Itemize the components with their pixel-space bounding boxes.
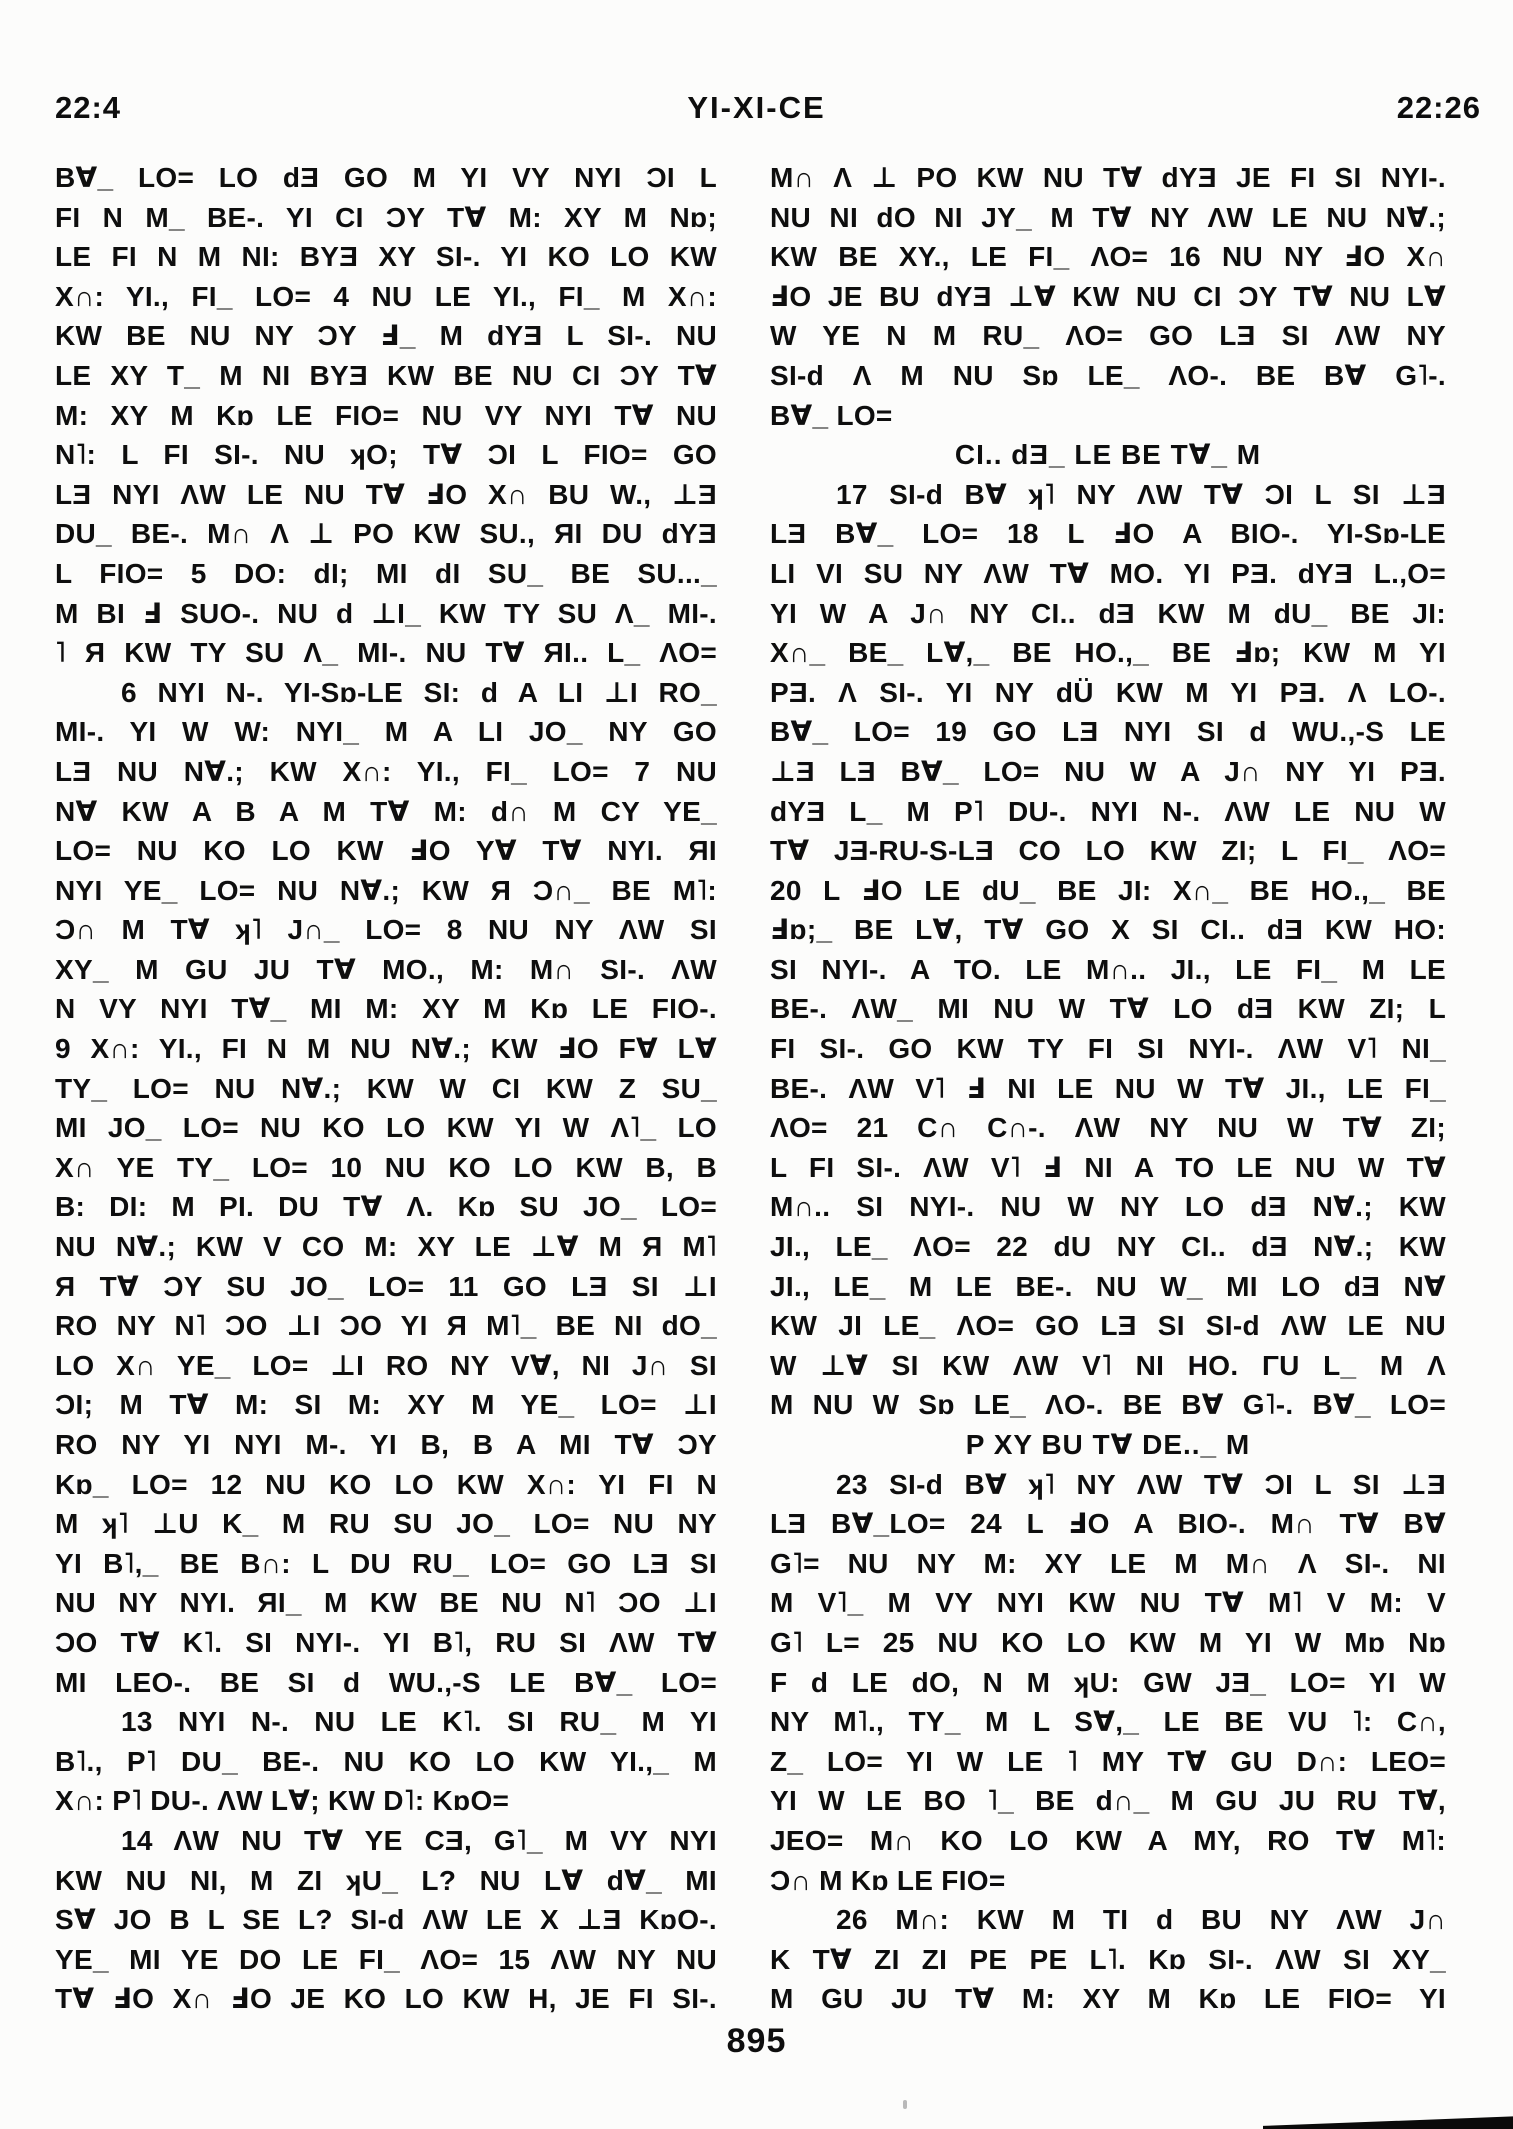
text-line: B∀_ LO= (770, 399, 893, 431)
text-line: T∀ JƎ-RU-S-LƎ CO LO KW ZI; L FI_ ΛO= (770, 835, 1446, 867)
text-line: Z_ LO= YI W LE ˥ MY T∀ GU D∩: LEO= (770, 1745, 1446, 1777)
text-line: NYI YE_ LO= NU N∀.; KW Я Ɔ∩_ BE M˥: (55, 874, 717, 906)
text-line: F d LE dO, N M ʞU: GW JƎ_ LO= YI W (770, 1666, 1446, 1698)
text-line: 26 M∩: KW M TI d BU NY ΛW J∩ (836, 1904, 1446, 1936)
text-line: YI B˥,_ BE B∩: L DU RU_ LO= GO LƎ SI (55, 1547, 717, 1579)
text-line: KW BE NU NY ƆY Ⅎ_ M dYƎ L SI-. NU (55, 320, 717, 352)
page-number: 895 (726, 2022, 787, 2060)
text-line: ƆO T∀ K˥. SI NYI-. YI B˥, RU SI ΛW T∀ (55, 1626, 717, 1658)
text-column-left (55, 158, 717, 2019)
text-line: LO X∩ YE_ LO= ⊥I RO NY V∀, NI J∩ SI (55, 1349, 717, 1381)
text-line: W ⊥∀ SI KW ΛW V˥ NI HO. ΓU L_ M Λ (770, 1349, 1446, 1381)
text-line: L FI SI-. ΛW V˥ Ⅎ NI A TO LE NU W T∀ (770, 1151, 1446, 1183)
text-line: N˥: L FI SI-. NU ʞO; T∀ ƆI L FIO= GO (55, 439, 717, 471)
text-line: 14 ΛW NU T∀ YE CƎ, G˥_ M VY NYI (121, 1824, 717, 1856)
text-line: N∀ KW A B A M T∀ M: d∩ M CY YE_ (55, 795, 717, 827)
text-line: dYƎ L_ M P˥ DU-. NYI N-. ΛW LE NU W (770, 795, 1446, 827)
text-line: W YE N M RU_ ΛO= GO LƎ SI ΛW NY (770, 320, 1446, 352)
text-line: LƎ NU N∀.; KW X∩: YI., FI_ LO= 7 NU (55, 755, 717, 787)
running-header (0, 90, 1513, 130)
text-line: MI-. YI W W: NYI_ M A LI JO_ NY GO (55, 716, 717, 748)
text-line: ƆI; M T∀ M: SI M: XY M YE_ LO= ⊥I (55, 1389, 717, 1421)
text-line: BE-. ΛW_ MI NU W T∀ LO dƎ KW ZI; L (770, 993, 1446, 1025)
scan-artifact-wedge (1263, 2115, 1513, 2129)
text-line: G˥= NU NY M: XY LE M M∩ Λ SI-. NI (770, 1547, 1446, 1579)
text-line: RO NY N˥ ƆO ⊥I ƆO YI Я M˥_ BE NI dO_ (55, 1310, 717, 1342)
text-line: LI VI SU NY ΛW T∀ MO. YI PƎ. dYƎ L.,O= (770, 557, 1446, 589)
text-line: X∩_ BE_ L∀,_ BE HO.,_ BE Ⅎɒ; KW M YI (770, 637, 1446, 669)
text-line: B∀_ LO= LO dƎ GO M YI VY NYI ƆI L (55, 162, 717, 193)
text-line: M∩ Λ ⊥ PO KW NU T∀ dYƎ JE FI SI NYI-. (770, 162, 1446, 193)
text-line: NU NI dO NI JY_ M T∀ NY ΛW LE NU N∀.; (770, 201, 1446, 233)
text-line: LƎ B∀_ LO= 18 L ℲO A BIO-. YI-Sɒ-LE (770, 518, 1446, 550)
text-line: Ⅎɒ;_ BE L∀, T∀ GO X SI CI.. dƎ KW HO: (770, 914, 1446, 946)
text-line: S∀ JO B L SE L? SI-d ΛW LE X ⊥Ǝ KɒO-. (55, 1904, 717, 1936)
text-line: JI., LE_ ΛO= 22 dU NY CI.. dƎ N∀.; KW (770, 1231, 1446, 1263)
text-line: NU NY NYI. ЯI_ M KW BE NU N˥ ƆO ⊥I (55, 1587, 717, 1619)
text-line: ΛO= 21 C∩ C∩-. ΛW NY NU W T∀ ZI; (770, 1112, 1446, 1144)
text-line: LO= NU KO LO KW ℲO Y∀ T∀ NYI. ЯI (55, 835, 717, 867)
text-column-right (770, 158, 1446, 2019)
text-line: NU N∀.; KW V CO M: XY LE ⊥∀ M Я M˥ (55, 1231, 717, 1263)
text-line: X∩: P˥ DU-. ΛW L∀; KW D˥: KɒO= (55, 1785, 510, 1817)
text-line: XY_ M GU JU T∀ MO., M: M∩ SI-. ΛW (55, 953, 717, 985)
text-line: MI LEO-. BE SI d WU.,-S LE B∀_ LO= (55, 1666, 717, 1698)
text-line: LƎ NYI ΛW LE NU T∀ ℲO X∩ BU W., ⊥Ǝ (55, 478, 717, 510)
text-line: M BI Ⅎ SUO-. NU d ⊥I_ KW TY SU Λ_ MI-. (55, 597, 717, 629)
section-heading: P XY BU T∀ DE.._ M (965, 1429, 1251, 1460)
book-title: YI-XI-CE (687, 90, 826, 125)
text-line: M GU JU T∀ M: XY M Kɒ LE FIO= YI (770, 1983, 1446, 2015)
text-line: TY_ LO= NU N∀.; KW W CI KW Z SU_ (55, 1072, 717, 1104)
text-line: B˥., P˥ DU_ BE-. NU KO LO KW YI.,_ M (55, 1745, 717, 1777)
text-line: 9 X∩: YI., FI N M NU N∀.; KW ℲO F∀ L∀ (55, 1033, 717, 1065)
text-line: YI W A J∩ NY CI.. dƎ KW M dU_ BE JI: (770, 597, 1446, 629)
text-line: T∀ ℲO X∩ ℲO JE KO LO KW H, JE FI SI-. (55, 1983, 717, 2015)
text-line: FI SI-. GO KW TY FI SI NYI-. ΛW V˥ NI_ (770, 1033, 1446, 1065)
text-line: 23 SI-d B∀ ʞ˥ NY ΛW T∀ ƆI L SI ⊥Ǝ (836, 1468, 1446, 1500)
text-line: SI-d Λ M NU Sɒ LE_ ΛO-. BE B∀ G˥-. (770, 359, 1446, 391)
text-line: 13 NYI N-. NU LE K˥. SI RU_ M YI (121, 1706, 717, 1738)
text-line: DU_ BE-. M∩ Λ ⊥ PO KW SU., ЯI DU dYƎ (55, 518, 717, 550)
text-line: JEO= M∩ KO LO KW A MY, RO T∀ M˥: (770, 1824, 1446, 1856)
text-line: ℲO JE BU dYƎ ⊥∀ KW NU CI ƆY T∀ NU L∀ (770, 280, 1446, 312)
text-line: KW JI LE_ ΛO= GO LƎ SI SI-d ΛW LE NU (770, 1310, 1446, 1342)
text-line: X∩ YE TY_ LO= 10 NU KO LO KW B, B (55, 1151, 717, 1183)
text-line: PƎ. Λ SI-. YI NY dÜ KW M YI PƎ. Λ LO-. (770, 676, 1446, 708)
text-line: YE_ MI YE DO LE FI_ ΛO= 15 ΛW NY NU (55, 1943, 717, 1975)
text-line: 20 L ℲO LE dU_ BE JI: X∩_ BE HO.,_ BE (770, 874, 1446, 906)
verse-ref-right: 22:26 (1396, 90, 1481, 125)
text-line: ˥ Я KW TY SU Λ_ MI-. NU T∀ ЯI.. L_ ΛO= (55, 637, 717, 669)
text-line: X∩: YI., FI_ LO= 4 NU LE YI., FI_ M X∩: (55, 280, 717, 312)
text-line: LE FI N M NI: BYƎ XY SI-. YI KO LO KW (55, 241, 717, 273)
text-line: G˥ L= 25 NU KO LO KW M YI W Mɒ Nɒ (770, 1626, 1446, 1658)
text-line: 6 NYI N-. YI-Sɒ-LE SI: d A LI ⊥I RO_ (121, 676, 717, 708)
text-line: K T∀ ZI ZI PE PE L˥. Kɒ SI-. ΛW SI XY_ (770, 1943, 1446, 1975)
text-line: LƎ B∀_LO= 24 L ℲO A BIO-. M∩ T∀ B∀ (770, 1508, 1446, 1540)
text-line: L FIO= 5 DO: dI; MI dI SU_ BE SU..._ (55, 557, 717, 589)
text-line: M NU W Sɒ LE_ ΛO-. BE B∀ G˥-. B∀_ LO= (770, 1389, 1446, 1421)
text-line: Ɔ∩ M Kɒ LE FIO= (770, 1864, 1006, 1896)
text-line: B∀_ LO= 19 GO LƎ NYI SI d WU.,-S LE (770, 716, 1446, 748)
text-line: SI NYI-. A TO. LE M∩.. JI., LE FI_ M LE (770, 953, 1446, 985)
text-line: M V˥_ M VY NYI KW NU T∀ M˥ V M: V (770, 1587, 1446, 1619)
text-line: LE XY T_ M NI BYƎ KW BE NU CI ƆY T∀ (55, 359, 717, 391)
text-line: JI., LE_ M LE BE-. NU W_ MI LO dƎ N∀ (770, 1270, 1446, 1302)
text-line: KW NU NI, M ZI ʞU_ L? NU L∀ d∀_ MI (55, 1864, 717, 1896)
text-line: Ɔ∩ M T∀ ʞ˥ J∩_ LO= 8 NU NY ΛW SI (55, 914, 717, 946)
scan-artifact-speck (903, 2100, 907, 2109)
text-line: RO NY YI NYI M-. YI B, B A MI T∀ ƆY (55, 1429, 717, 1460)
text-line: Я T∀ ƆY SU JO_ LO= 11 GO LƎ SI ⊥I (55, 1270, 717, 1302)
text-line: NY M˥., TY_ M L S∀,_ LE BE VU ˥: C∩, (770, 1706, 1446, 1738)
text-line: MI JO_ LO= NU KO LO KW YI W Λ˥_ LO (55, 1112, 717, 1144)
text-line: B: DI: M PI. DU T∀ Λ. Kɒ SU JO_ LO= (55, 1191, 717, 1223)
text-line: KW BE XY., LE FI_ ΛO= 16 NU NY ℲO X∩ (770, 241, 1446, 273)
text-line: Kɒ_ LO= 12 NU KO LO KW X∩: YI FI N (55, 1468, 717, 1500)
text-line: N VY NYI T∀_ MI M: XY M Kɒ LE FIO-. (55, 993, 717, 1025)
verse-ref-left: 22:4 (55, 90, 122, 125)
text-line: ⊥Ǝ LƎ B∀_ LO= NU W A J∩ NY YI PƎ. (770, 755, 1446, 787)
text-line: FI N M_ BE-. YI CI ƆY T∀ M: XY M Nɒ; (55, 201, 717, 233)
text-line: M ʞ˥ ⊥U K_ M RU SU JO_ LO= NU NY (55, 1508, 717, 1540)
text-line: M: XY M Kɒ LE FIO= NU VY NYI T∀ NU (55, 399, 717, 431)
section-heading: CI.. dƎ_ LE BE T∀_ M (954, 439, 1262, 471)
text-line: M∩.. SI NYI-. NU W NY LO dƎ N∀.; KW (770, 1191, 1446, 1223)
text-line: BE-. ΛW V˥ Ⅎ NI LE NU W T∀ JI., LE FI_ (770, 1072, 1446, 1104)
text-line: YI W LE BO ˥_ BE d∩_ M GU JU RU T∀, (770, 1785, 1446, 1817)
text-line: 17 SI-d B∀ ʞ˥ NY ΛW T∀ ƆI L SI ⊥Ǝ (836, 478, 1446, 510)
